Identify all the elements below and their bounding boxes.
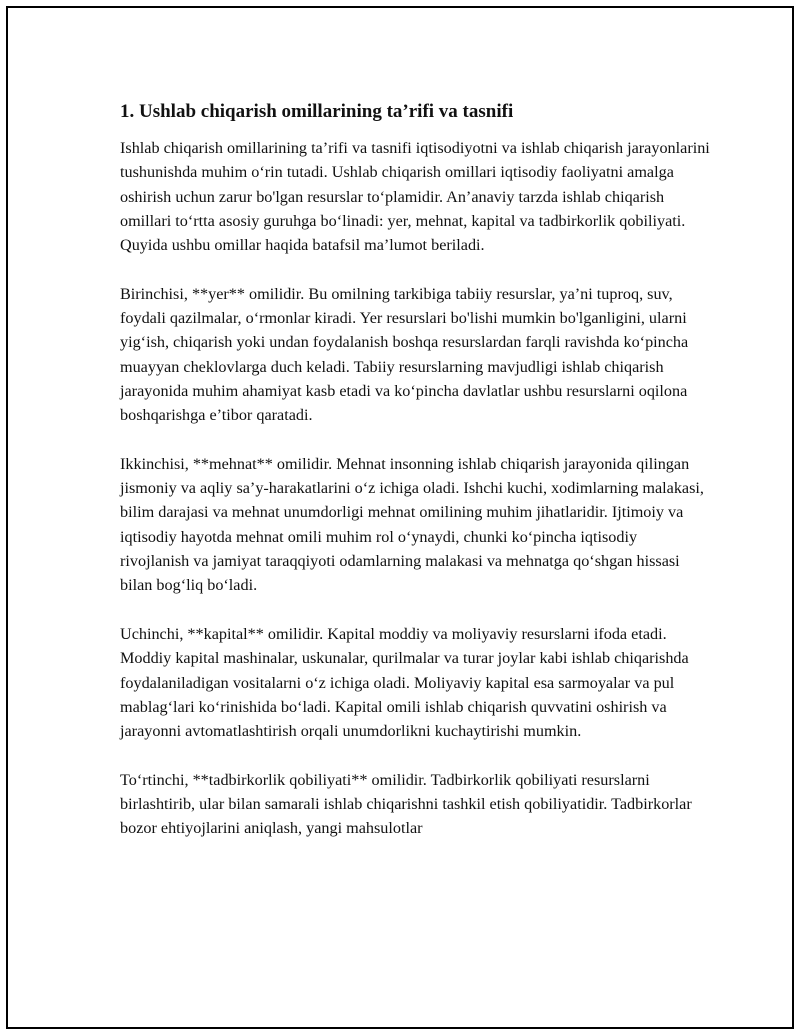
- paragraph-land: Birinchisi, **yer** omilidir. Bu omilning tarkibiga tabiiy resurslar, ya’ni tuproq, suv, foydali qazilmalar, o‘rmonlar kiradi. Yer resurslari bo'lishi mumkin bo'lganligini, ularni yig‘ish, chiqarish yoki undan foydalanish boshqa resurslardan farqli ravishda ko‘pincha muayyan cheklovlarga duch keladi. Tabiiy resurslarning mavjudligi ishlab chiqarish jarayonida muhim ahamiyat kasb etadi va ko‘pincha davlatlar ushbu resurslarni oqilona boshqarishga e’tibor qaratadi.: [120, 284, 689, 425]
- paragraph-intro: Ishlab chiqarish omillarining ta’rifi va tasnifi iqtisodiyotni va ishlab chiqarish jarayonlarini tushunishda muhim o‘rin tutadi. Ushlab chiqarish omillari iqtisodiy faoliyatni amalga oshirish uchun zarur bo'lgan resurslar to‘plamidir. An’anaviy tarzda ishlab chiqarish omillari to‘rtta asosiy guruhga bo‘linadi: yer, mehnat, kapital va tadbirkorlik qobiliyati. Quyida ushbu omillar haqida batafsil ma’lumot beriladi.: [120, 139, 710, 255]
- paragraph-capital: Uchinchi, **kapital** omilidir. Kapital moddiy va moliyaviy resurslarni ifoda etadi. Moddiy kapital mashinalar, uskunalar, qurilmalar va turar joylar kabi ishlab chiqarishda foydalaniladigan vositalarni o‘z ichiga oladi. Moliyaviy kapital esa sarmoyalar va pul mablag‘lari ko‘rinishida bo‘ladi. Kapital omili ishlab chiqarish quvvatini oshirish va jarayonni avtomatlashtirish orqali unumdorlikni kuchaytirishi mumkin.: [120, 624, 689, 741]
- section-title: 1. Ushlab chiqarish omillarining ta’rifi va tasnifi: [120, 101, 514, 122]
- paragraph-entrepreneurship: To‘rtinchi, **tadbirkorlik qobiliyati** omilidir. Tadbirkorlik qobiliyati resurslarni birlashtirib, ular bilan samarali ishlab chiqarishni tashkil etish qobiliyatidir. Tadbirkorlar bozor ehtiyojlarini aniqlash, yangi mahsulotlar: [120, 770, 692, 838]
- paragraph-labor: Ikkinchisi, **mehnat** omilidir. Mehnat insonning ishlab chiqarish jarayonida qilingan jismoniy va aqliy sa’y-harakatlarini o‘z ichiga oladi. Ishchi kuchi, xodimlarning malakasi, bilim darajasi va mehnat unumdorligi mehnat omilining muhim jihatlaridir. Ijtimoiy va iqtisodiy hayotda mehnat omili muhim rol o‘ynaydi, chunki ko‘pincha iqtisodiy rivojlanish va jamiyat taraqqiyoti odamlarning malakasi va mehnatga qo‘shgan hissasi bilan bog‘liq bo‘ladi.: [120, 454, 704, 595]
- document-body: [120, 100, 710, 865]
- page-frame: [6, 6, 794, 1029]
